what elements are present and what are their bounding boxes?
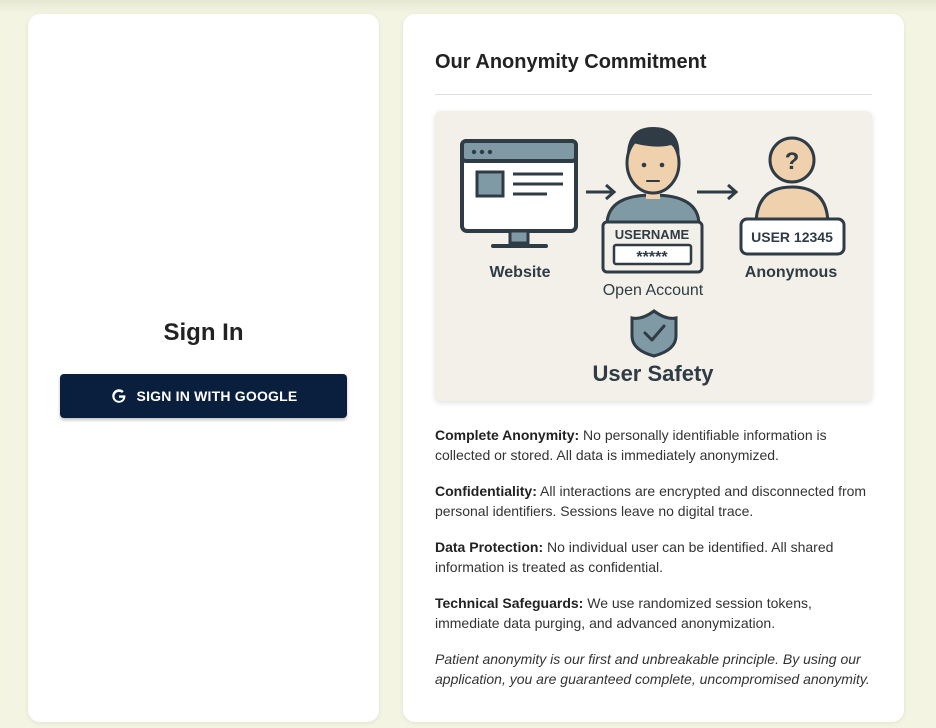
section-title: Our Anonymity Commitment	[435, 51, 707, 73]
user-safety-label: User Safety	[592, 361, 714, 386]
top-shadow	[0, 0, 936, 14]
google-icon	[110, 387, 128, 405]
password-mask: *****	[636, 249, 668, 266]
arrow-icon	[697, 185, 736, 199]
commitment-item: Complete Anonymity: No personally identifiable information is collected or stored. All data is immediately anonymized.	[435, 427, 827, 463]
signin-title: Sign In	[163, 319, 244, 346]
anonymity-illustration	[435, 111, 872, 401]
commitment-item: Data Protection: No individual user can be identified. All shared information is treated as confidential.	[435, 539, 834, 575]
website-label: Website	[489, 264, 551, 281]
open-account-label: Open Account	[602, 282, 704, 299]
person-icon	[607, 127, 699, 231]
commitment-item: Confidentiality: All interactions are encrypted and disconnected from personal identifiers. Sessions leave no digital trace.	[435, 483, 867, 519]
arrow-icon	[586, 185, 614, 199]
shield-icon	[632, 311, 676, 356]
divider	[435, 94, 872, 95]
commitment-panel	[403, 14, 904, 722]
user-id-label: USER 12345	[751, 229, 833, 245]
username-label: USERNAME	[614, 227, 690, 242]
question-mark: ?	[784, 148, 800, 175]
commitment-item: Technical Safeguards: We use randomized session tokens, immediate data purging, and advanced anonymization.	[435, 595, 812, 631]
anonymous-label: Anonymous	[744, 264, 838, 281]
signin-panel	[28, 14, 379, 722]
monitor-icon	[462, 141, 576, 246]
google-signin-button[interactable]	[60, 374, 347, 418]
commitment-list	[435, 425, 875, 705]
closing-statement: Patient anonymity is our first and unbreakable principle. By using our application, you are guaranteed complete, uncompromised anonymity.	[435, 651, 870, 687]
google-signin-label: SIGN IN WITH GOOGLE	[136, 388, 298, 404]
